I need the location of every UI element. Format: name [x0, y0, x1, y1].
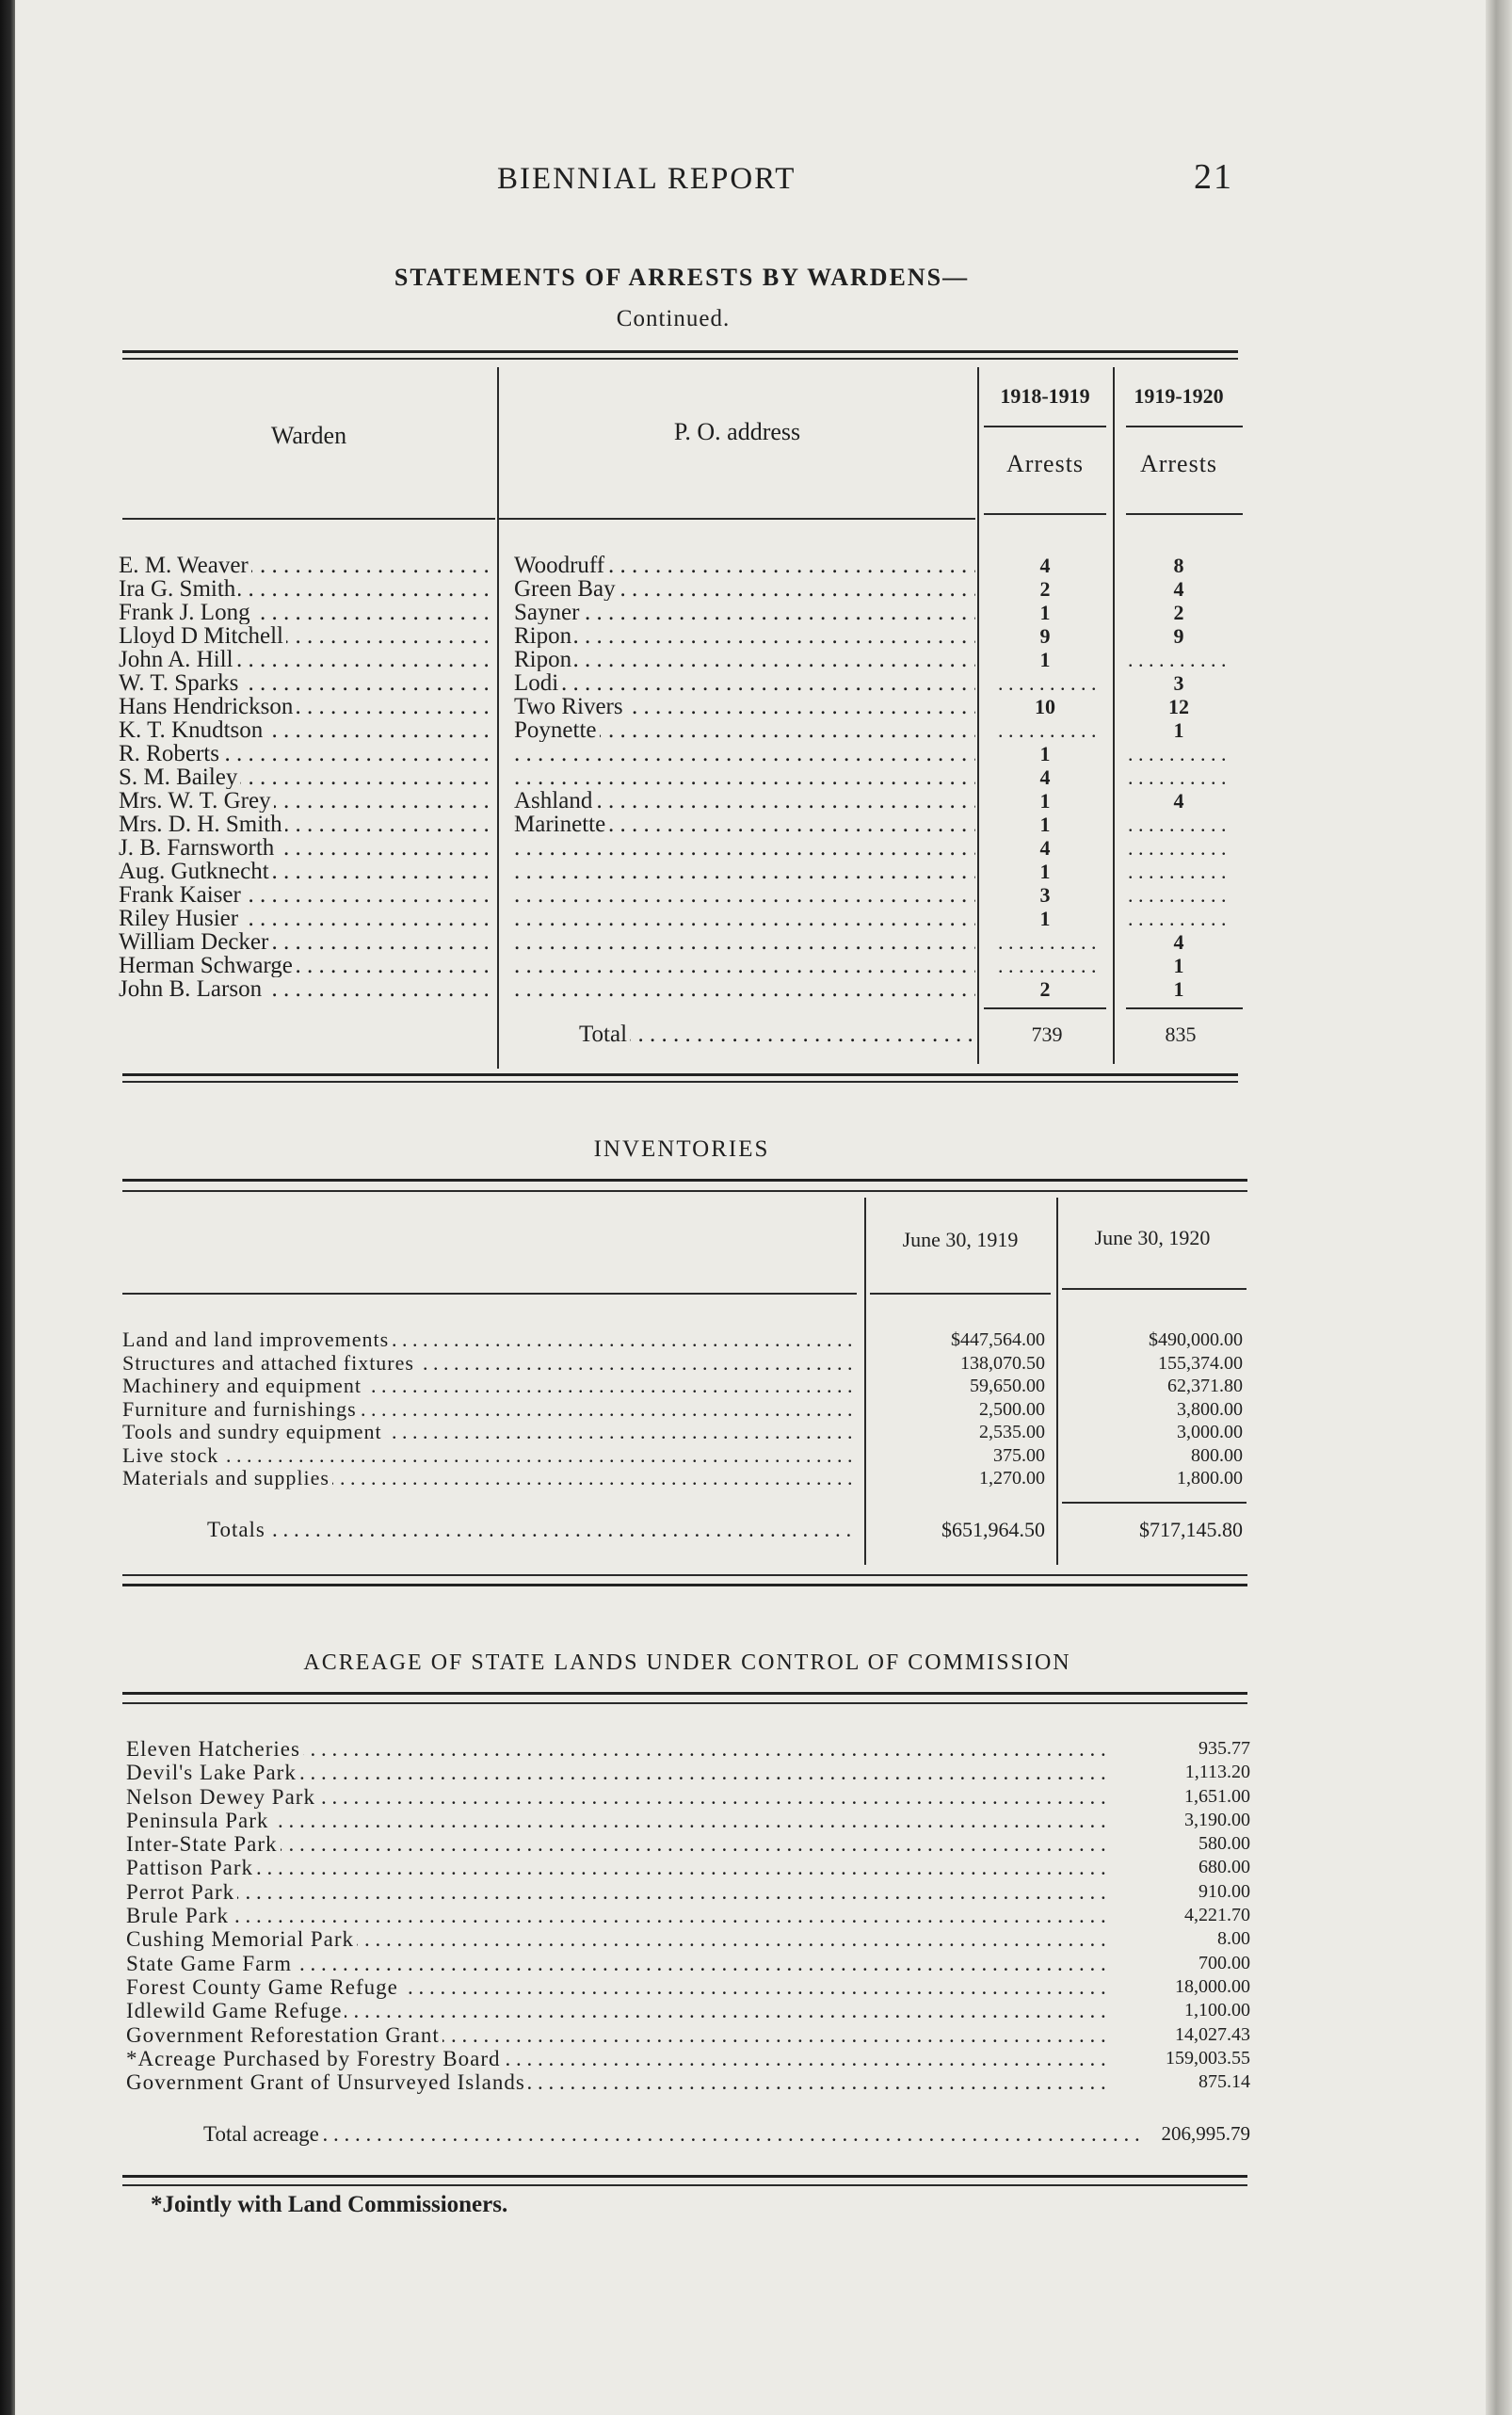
inventory-label: Furniture and furnishings: [122, 1398, 360, 1422]
inventory-value-1920: 1,800.00: [1177, 1468, 1243, 1489]
acreage-value: 935.77: [1198, 1738, 1250, 1759]
leader-dots: [514, 624, 975, 648]
arrests-1918: 1: [1039, 789, 1051, 813]
warden-name: R. Roberts: [119, 742, 222, 765]
col-arrests-2: Arrests: [1139, 450, 1218, 477]
header-rule-warden: [122, 518, 495, 520]
inventory-total-1919: $651,964.50: [941, 1518, 1045, 1541]
total-rule-a1: [984, 1007, 1106, 1009]
arrest-row: [119, 577, 1248, 601]
inventory-label: Land and land improvements: [122, 1328, 392, 1352]
leader-dots: [122, 1444, 857, 1468]
arrest-row: [119, 813, 1248, 836]
acreage-row: [126, 1785, 1256, 1809]
warden-name: W. T. Sparks: [119, 671, 241, 695]
acreage-label: *Acreage Purchased by Forestry Board: [126, 2047, 504, 2070]
acreage-label: Inter-State Park: [126, 1832, 281, 1856]
col-arrests-1: Arrests: [1005, 450, 1085, 477]
arrests-1919: 12: [1168, 695, 1189, 718]
arrests-1918: 1: [1039, 742, 1051, 765]
arrests-1919: 8: [1173, 554, 1184, 577]
inventory-value-1920: 155,374.00: [1158, 1352, 1243, 1374]
inventory-totals-label: Totals: [207, 1518, 268, 1541]
warden-name: S. M. Bailey: [119, 765, 240, 789]
arrests-1919: 1: [1173, 718, 1184, 742]
arrests-bottom-rule: [122, 1073, 1238, 1076]
acreage-row: [126, 2023, 1256, 2047]
blank-arrests-1918: . . . . . . . . . .: [998, 718, 1097, 742]
acreage-label: Government Grant of Unsurveyed Islands: [126, 2070, 528, 2094]
acreage-row: [126, 1761, 1256, 1784]
arrest-row: [119, 648, 1248, 671]
acreage-value: 8.00: [1217, 1928, 1250, 1950]
acreage-label: Pattison Park: [126, 1856, 256, 1879]
blank-arrests-1919: . . . . . . . . . .: [1128, 742, 1227, 765]
acreage-top-rule-2: [122, 1702, 1247, 1704]
leader-dots: [514, 671, 975, 695]
arrests-1918: 3: [1039, 883, 1051, 907]
acreage-label: Cushing Memorial Park: [126, 1927, 357, 1951]
acreage-bottom-rule: [122, 2175, 1247, 2178]
inventory-value-1920: 800.00: [1191, 1444, 1243, 1466]
arrest-row: [119, 836, 1248, 860]
arrests-1918: 2: [1039, 977, 1051, 1001]
arrest-row: [119, 671, 1248, 695]
blank-arrests-1918: . . . . . . . . . .: [998, 954, 1097, 977]
leader-dots: [126, 1904, 1105, 1927]
inventory-value-1919: $447,564.00: [951, 1329, 1045, 1350]
leader-dots: [514, 648, 975, 671]
warden-name: John A. Hill: [119, 648, 236, 671]
arrests-total-row: [499, 1022, 1252, 1046]
inventory-value-1920: 3,000.00: [1177, 1422, 1243, 1442]
blank-arrests-1919: . . . . . . . . . .: [1128, 860, 1227, 883]
arrests-1919: 4: [1173, 577, 1184, 601]
acreage-label: Brule Park: [126, 1904, 232, 1927]
inventory-total-row: [122, 1518, 1252, 1541]
inventory-value-1920: 3,800.00: [1177, 1398, 1243, 1420]
acreage-bottom-rule-2: [122, 2184, 1247, 2186]
inventory-row: [122, 1328, 1252, 1352]
arrests-rows: [119, 554, 1248, 1001]
header-rule-a2: [1126, 513, 1243, 515]
arrest-row: [119, 907, 1248, 930]
inventories-title: INVENTORIES: [593, 1136, 770, 1162]
year-rule-1: [984, 426, 1106, 427]
warden-name: Lloyd D Mitchell: [119, 624, 286, 648]
acreage-value: 1,113.20: [1184, 1762, 1250, 1783]
col-year-1919: 1919-1920: [1134, 384, 1224, 408]
inv-header-rule-2: [1062, 1288, 1247, 1290]
acreage-value: 14,027.43: [1175, 2023, 1250, 2045]
po-address: Lodi: [514, 671, 561, 695]
po-address: Ashland: [514, 789, 595, 813]
leader-dots: [514, 907, 975, 930]
blank-arrests-1919: . . . . . . . . . .: [1128, 883, 1227, 907]
acreage-row: [126, 1975, 1256, 1999]
acreage-value: 910.00: [1198, 1880, 1250, 1902]
inv-top-rule: [122, 1179, 1247, 1182]
arrests-1918: 4: [1039, 554, 1051, 577]
warden-name: J. B. Farnsworth: [119, 836, 277, 860]
arrests-1918: 2: [1039, 577, 1051, 601]
inventory-label: Machinery and equipment: [122, 1375, 364, 1398]
po-address: Poynette: [514, 718, 600, 742]
po-address: Marinette: [514, 813, 608, 836]
leader-dots: [514, 765, 975, 789]
inventory-label: Tools and sundry equipment: [122, 1421, 385, 1444]
acreage-row: [126, 1927, 1256, 1951]
warden-name: E. M. Weaver: [119, 554, 251, 577]
inventory-value-1919: 375.00: [993, 1444, 1045, 1466]
acreage-label: Devil's Lake Park: [126, 1761, 299, 1784]
inventory-row: [122, 1398, 1252, 1422]
acreage-value: 18,000.00: [1175, 1975, 1250, 1997]
arrests-title: STATEMENTS OF ARRESTS BY WARDENS—: [394, 264, 970, 291]
leader-dots: [514, 742, 975, 765]
acreage-label: State Game Farm: [126, 1952, 295, 1975]
arrests-1918: 1: [1039, 813, 1051, 836]
po-address: Two Rivers: [514, 695, 626, 718]
inv-col-1920: June 30, 1920: [1094, 1226, 1211, 1249]
warden-name: Hans Hendrickson: [119, 695, 296, 718]
arrests-1918: 1: [1039, 907, 1051, 930]
inv-bottom-rule: [122, 1574, 1247, 1576]
acreage-row: [126, 1832, 1256, 1856]
acreage-value: 159,003.55: [1166, 2047, 1250, 2069]
inventory-row: [122, 1352, 1252, 1376]
arrest-row: [119, 860, 1248, 883]
arrest-row: [119, 883, 1248, 907]
warden-name: John B. Larson: [119, 977, 265, 1001]
arrests-1919: 2: [1173, 601, 1184, 624]
arrest-row: [119, 977, 1248, 1001]
inventory-value-1919: 1,270.00: [979, 1468, 1045, 1489]
year-rule-2: [1126, 426, 1243, 427]
acreage-top-rule: [122, 1692, 1247, 1695]
acreage-row: [126, 1880, 1256, 1904]
leader-dots: [514, 836, 975, 860]
arrest-row: [119, 554, 1248, 577]
arrests-total-1919: 835: [1165, 1022, 1197, 1046]
total-rule-a2: [1126, 1007, 1243, 1009]
arrests-1918: 9: [1039, 624, 1051, 648]
blank-arrests-1919: . . . . . . . . . .: [1128, 907, 1227, 930]
inventory-row: [122, 1467, 1252, 1490]
acreage-value: 875.14: [1198, 2071, 1250, 2093]
leader-dots: [514, 954, 975, 977]
arrests-total-label: Total: [579, 1022, 630, 1046]
acreage-row: [126, 1809, 1256, 1832]
acreage-row: [126, 2070, 1256, 2094]
acreage-total-row: [126, 2122, 1256, 2146]
arrest-row: [119, 601, 1248, 624]
leader-dots: [514, 883, 975, 907]
acreage-label: Perrot Park: [126, 1880, 237, 1904]
inventory-label: Live stock: [122, 1444, 221, 1468]
arrests-1919: 4: [1173, 789, 1184, 813]
blank-arrests-1919: . . . . . . . . . .: [1128, 813, 1227, 836]
acreage-label: Forest County Game Refuge: [126, 1975, 401, 1999]
leader-dots: [514, 977, 975, 1001]
acreage-row: [126, 1904, 1256, 1927]
leader-dots: [126, 1856, 1105, 1879]
inventory-value-1919: 2,500.00: [979, 1398, 1045, 1420]
arrests-1918: 1: [1039, 648, 1051, 671]
warden-name: Aug. Gutknecht: [119, 860, 272, 883]
arrests-total-1918: 739: [1031, 1022, 1063, 1046]
acreage-row: [126, 1856, 1256, 1879]
inventory-value-1920: $490,000.00: [1149, 1329, 1243, 1350]
arrests-1918: 1: [1039, 601, 1051, 624]
acreage-row: [126, 2047, 1256, 2070]
col-warden: Warden: [270, 422, 347, 449]
inv-col-1919: June 30, 1919: [902, 1228, 1019, 1251]
inventory-label: Materials and supplies: [122, 1467, 332, 1490]
po-address: Sayner: [514, 601, 582, 624]
inv-top-rule-2: [122, 1190, 1247, 1192]
warden-name: Frank J. Long: [119, 601, 253, 624]
arrests-1918: 1: [1039, 860, 1051, 883]
warden-name: Mrs. W. T. Grey: [119, 789, 274, 813]
leader-dots: [126, 1809, 1105, 1832]
inv-bottom-rule-2: [122, 1584, 1247, 1586]
po-address: Green Bay: [514, 577, 619, 601]
arrest-row: [119, 789, 1248, 813]
acreage-label: Government Reforestation Grant: [126, 2023, 442, 2047]
acreage-row: [126, 1999, 1256, 2022]
arrest-row: [119, 930, 1248, 954]
inv-total-rule-2: [1062, 1502, 1247, 1504]
blank-arrests-1919: . . . . . . . . . .: [1128, 765, 1227, 789]
inv-header-rule-label: [122, 1293, 857, 1295]
acreage-row: [126, 1737, 1256, 1761]
acreage-label: Idlewild Game Refuge: [126, 1999, 345, 2022]
warden-name: Riley Husier: [119, 907, 241, 930]
inv-header-rule-1: [870, 1293, 1051, 1295]
acreage-value: 580.00: [1198, 1833, 1250, 1855]
arrests-1918: 4: [1039, 765, 1051, 789]
arrests-1918: 4: [1039, 836, 1051, 860]
arrests-1919: 3: [1173, 671, 1184, 695]
inventory-value-1919: 138,070.50: [960, 1352, 1045, 1374]
arrests-top-rule: [122, 350, 1238, 353]
acreage-value: 1,100.00: [1184, 2000, 1250, 2021]
leader-dots: [126, 1880, 1105, 1904]
arrest-row: [119, 742, 1248, 765]
inventory-row: [122, 1375, 1252, 1398]
acreage-label: Nelson Dewey Park: [126, 1785, 318, 1809]
acreage-row: [126, 1952, 1256, 1975]
warden-name: Mrs. D. H. Smith: [119, 813, 285, 836]
running-header-title: BIENNIAL REPORT: [497, 162, 796, 196]
arrest-row: [119, 954, 1248, 977]
acreage-value: 700.00: [1198, 1952, 1250, 1973]
acreage-title: ACREAGE OF STATE LANDS UNDER CONTROL OF COMMISSION: [303, 1650, 1071, 1675]
arrest-row: [119, 695, 1248, 718]
inventory-label: Structures and attached fixtures: [122, 1352, 417, 1376]
blank-arrests-1918: . . . . . . . . . .: [998, 671, 1097, 695]
acreage-total-value: 206,995.79: [1161, 2122, 1250, 2145]
warden-name: Frank Kaiser: [119, 883, 244, 907]
arrests-top-rule-2: [122, 358, 1238, 360]
arrests-1918: 10: [1035, 695, 1055, 718]
arrest-row: [119, 765, 1248, 789]
footnote: *Jointly with Land Commissioners.: [151, 2192, 508, 2217]
po-address: Ripon: [514, 624, 574, 648]
po-address: Ripon: [514, 648, 574, 671]
arrests-bottom-rule-2: [122, 1081, 1238, 1083]
arrests-1919: 4: [1173, 930, 1184, 954]
acreage-value: 4,221.70: [1184, 1905, 1250, 1926]
arrests-1919: 9: [1173, 624, 1184, 648]
acreage-label: Eleven Hatcheries: [126, 1737, 303, 1761]
arrest-row: [119, 624, 1248, 648]
leader-dots: [514, 860, 975, 883]
inventory-value-1919: 2,535.00: [979, 1422, 1045, 1442]
blank-arrests-1918: . . . . . . . . . .: [998, 930, 1097, 954]
blank-arrests-1919: . . . . . . . . . .: [1128, 648, 1227, 671]
inventory-row: [122, 1421, 1252, 1444]
inventory-value-1919: 59,650.00: [970, 1376, 1045, 1396]
warden-name: William Decker: [119, 930, 271, 954]
arrests-subtitle: Continued.: [616, 306, 731, 331]
leader-dots: [514, 930, 975, 954]
inventory-value-1920: 62,371.80: [1167, 1376, 1243, 1396]
header-rule-a1: [984, 513, 1106, 515]
header-rule-address: [499, 518, 975, 520]
arrests-1919: 1: [1173, 954, 1184, 977]
arrest-row: [119, 718, 1248, 742]
acreage-value: 680.00: [1198, 1857, 1250, 1878]
warden-name: K. T. Knudtson: [119, 718, 265, 742]
acreage-value: 3,190.00: [1184, 1809, 1250, 1830]
col-address: P. O. address: [673, 418, 801, 445]
warden-name: Herman Schwarge: [119, 954, 296, 977]
warden-name: Ira G. Smith: [119, 577, 238, 601]
inventory-row: [122, 1444, 1252, 1468]
po-address: Woodruff: [514, 554, 607, 577]
inventory-rows: [122, 1328, 1252, 1490]
blank-arrests-1919: . . . . . . . . . .: [1128, 836, 1227, 860]
acreage-label: Peninsula Park: [126, 1809, 271, 1832]
acreage-value: 1,651.00: [1184, 1785, 1250, 1807]
arrests-1919: 1: [1173, 977, 1184, 1001]
leader-dots: [514, 601, 975, 624]
inventory-total-1920: $717,145.80: [1139, 1518, 1243, 1541]
col-year-1918: 1918-1919: [1000, 384, 1090, 408]
page-number: 21: [1194, 157, 1233, 197]
acreage-total-label: Total acreage: [203, 2122, 322, 2146]
acreage-rows: [126, 1737, 1256, 2094]
